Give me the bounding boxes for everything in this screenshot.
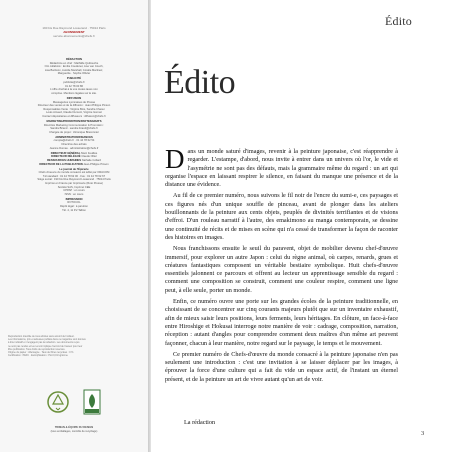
abonnement-contact: service abonnements@chefs.fr: [53, 34, 95, 38]
credit-line: Contact dépositaires et diffuseurs : diffusion@chefs.fr: [42, 114, 106, 118]
legal-line: Origine du papier : Allemagne · Taux de fibres recyclées : 0 %: [8, 351, 74, 355]
diffusion-heading: DIFFUSION: [66, 96, 82, 100]
credit-line: Rédactrice en chef : Mathilde Quittouche: [49, 61, 99, 65]
marketing-heading: MARKETING/PROMOTION/PARTENARIATS: [46, 120, 102, 123]
article-paragraph: Ce premier numéro de Chefs-d'œuvre du monde consacré à la peinture japonaise n'en pas seulement une introduction : c'est une invitation à se laisser déplacer par les images, à éprouver la force d'une culture qui a fait du vide un espace actif, de l'instant un éternel présent, et de la peinture un art de vivre autant qu'un art de voir.: [165, 350, 398, 383]
credit-line: Tél standard : 01 44 78 62 00 · Fax : 01 44 78 62 67: [42, 174, 106, 178]
credit-line: Directrice des achats: [61, 143, 87, 147]
footer-note: [8, 426, 140, 433]
legal-line: Reproduction interdite de tous articles sans accord de l'éditeur.: [8, 335, 75, 338]
admin-heading: ADMINISTRATION/FINANCES: [55, 135, 93, 139]
publicite-heading: PUBLICITÉ: [66, 77, 82, 81]
credit-line: CPPAP : en cours: [63, 189, 85, 193]
page-title: Édito: [164, 64, 236, 101]
directeur-general-heading: DIRECTEUR GÉNÉRAL: [50, 151, 81, 155]
page-number: 3: [421, 430, 425, 437]
legal-line: Certification : PEFC · Eutrophisation : Ptot 0,01 kg/tonne: [8, 354, 68, 358]
credit-line: Chefs d'oeuvre du monde consacré est édité par ORACOM: [38, 171, 110, 175]
credit-line: Lisa Barriéon, Aurélie Marshall, Coralie Martinez,: [44, 68, 104, 72]
drop-cap: D: [165, 144, 185, 174]
abonnement-heading: ABONNEMENT: [63, 30, 85, 34]
ressources-heading: RESSOURCES HUMAINES: [47, 158, 82, 162]
paragraph-text: ans un monde saturé d'images, revenir à la peinture japonaise, c'est réapprendre à regarder. L'estampe, d'abord, nous invite à entrer dans un univers où l'or, le vide et l'asymétrie ne sont pas des défauts, mais la grammaire même du regard : un art qui organise l'espace en laissant respirer le silence, en faisant du manque une présence et de la distance une évidence.: [165, 148, 398, 189]
credit-line: Ont collaboré : Emilie Coudenet, Lise van Couch,: [44, 65, 104, 69]
credit-line: ROTOCOL: [67, 201, 81, 205]
credit-line: Dépôt légal : à parution: [60, 205, 88, 209]
masthead-address: [8, 26, 140, 38]
certification-logos: [28, 382, 128, 422]
credit-line: Chargée de projet : Véronique Braconnier: [49, 130, 99, 134]
redaction-heading: RÉDACTION: [66, 58, 82, 61]
credit-line: Louis Arnaud, Claude Dumont, Virginie Gonnet: [46, 111, 102, 115]
impression-heading: IMPRESSION: [65, 197, 83, 201]
recycling-logo-icon: [48, 392, 68, 412]
legal-line: à titre indicatif et n'engagent pas la rédaction. Les documents reçus: [8, 341, 80, 345]
ressources-name: Nathalie Collard: [81, 158, 101, 162]
credit-line: Responsables Vente : Virginie Bois, Sandra Chaoui: [43, 107, 105, 111]
article-paragraph: Nous franchissons ensuite le seuil du paravent, objet de mobilier devenu chef-d'œuvre immersif, pour explorer un autre Japon : celui du règne animal, où carpes, renards, grues et créatures fantastiques composent un véritable bestiaire symbolique. Huit chefs-d'œuvre essentiels jalonnent ce parcours et offrent au lecteur un apprentissage sensible du regard : comment une composition se construit, comment une couleur respire, comment une ligne peut, à elle seule, porter un monde.: [165, 245, 398, 294]
address-line: 190 bis Rue Raymond Losserand · 75014 Paris: [42, 26, 106, 30]
credit-line: Tél. 4, 11 P.2 Tallion: [62, 208, 86, 212]
left-page-masthead: [0, 0, 148, 452]
credit-line: Marguerite · Sophie Ollivier: [57, 72, 91, 76]
signature: La rédaction: [184, 419, 216, 426]
article-paragraph: [165, 144, 398, 189]
credit-line: compta@chefs.fr · 01 44 78 62 54: [53, 139, 95, 143]
pefc-logo-icon: [84, 390, 100, 414]
credit-line: ISSN : en cours: [64, 192, 84, 196]
article-paragraph: Au fil de ce premier numéro, nous suivons le fil noir de l'encre du sumi-e, ces paysages et ces figures nés d'un unique souffle de pinceau, avant de plonger dans les ateliers bouillonnants de la peinture aux cents objets, peuplés de divinités terrifiantes et de visions d'effroi. D'un rouleau narratif à l'autre, des emakimono au manga contemporain, se dessine une continuité de récits et de mises en scène qui n'a cessé de transformer la façon de raconter des histoires en images.: [165, 192, 398, 241]
credit-line: Société SAS, Imprimé CEE: [57, 185, 91, 189]
credit-line: Sandra Briand · sandra.briand@chefs.fr: [50, 127, 98, 131]
legal-small-print: [8, 335, 140, 357]
credit-line: comprise. Mentions légales sur le site.: [51, 91, 97, 95]
running-head: Édito: [385, 14, 412, 28]
credit-line: Jeanne Dumas · administration@chefs.fr: [49, 146, 99, 150]
credit-line: L'offre d'achat à la une toutes taxes non: [50, 88, 98, 92]
legal-line: libre publication. Tous droits de reproduction réservés.: [8, 347, 66, 351]
masthead-credits: [8, 58, 140, 212]
publication-heading: DIRECTEUR DE LA PUBLICATION: [39, 162, 83, 166]
credit-line: Siège social : 190 bis Rue Raymond Losserand · 75014 Paris: [37, 178, 111, 182]
credit-line: 01 42 78 00 86: [65, 84, 83, 88]
editeur-heading: Le journal de l'Épicerie: [59, 167, 89, 171]
legal-line: Les informations, prix et adresses publiés dans ce magazine sont donnés: [8, 338, 86, 342]
article-body: [165, 144, 398, 387]
credit-line: publicite@chefs.fr: [63, 81, 85, 85]
publication-name: Jean-Philippe Pinson: [83, 162, 109, 166]
footer-note-heading: TRIMAN & ÉQUIPE DU DESIGN: [54, 426, 94, 429]
credit-line: Messageries Lyonnaises de Presse: [52, 100, 96, 104]
credit-line: Directeur des ventes et de la diffusion : Jean-Philippe Pinson: [37, 104, 111, 108]
article-paragraph: Enfin, ce numéro ouvre une porte sur les grandes écoles de la peinture traditionnelle, en choisissant de se concentrer sur cinq courants majeurs plutôt que sur un inventaire exhaustif, afin de mieux saisir leurs positions, leurs ferments, leurs héritages. En clôture, un face-à-face entre Hiroshige et Hokusai interroge notre manière de voir : cadrage, composition, narration, réception : autant d'angles pour comprendre comment deux maîtres d'un même art peuvent façonner, chacun à leur manière, notre regard sur le paysage, le temps et le mouvement.: [165, 298, 398, 347]
directeur-delegue-name: Claude Ollier: [81, 155, 97, 159]
credit-line: Imprimé en France par Imprimerie (Roto Presse): [45, 182, 103, 185]
directeur-delegue-heading: DIRECTEUR DÉLÉGUÉ: [51, 155, 81, 159]
footer-note-line: (tous emballages, contrôle de recyclage): [50, 429, 98, 433]
directeur-general-name: Marc Feuillée: [81, 151, 98, 155]
credit-line: Directrice Marketing Communication & Promotion :: [43, 123, 105, 127]
legal-line: ne sont pas rendus et leur envoi implique l'accord de l'auteur pour leur: [8, 344, 83, 348]
